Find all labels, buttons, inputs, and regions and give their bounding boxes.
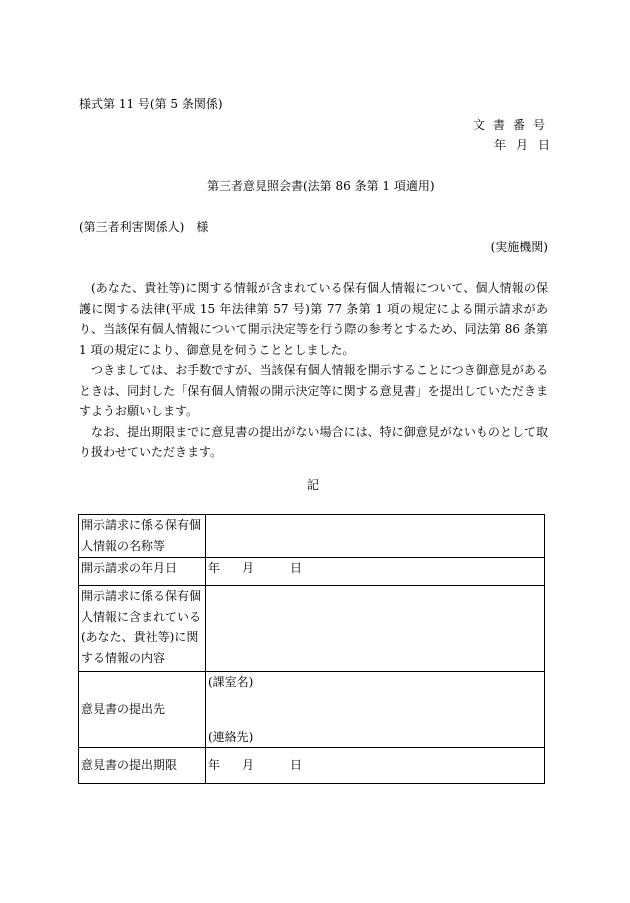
date-month: 月 <box>242 758 255 773</box>
table-row <box>79 748 545 784</box>
row-label-submission-destination: 意見書の提出先 <box>79 672 206 748</box>
date-month: 月 <box>242 561 255 575</box>
row-label-request-date: 開示請求の年月日 <box>79 558 206 586</box>
form-table <box>78 514 545 784</box>
table-row <box>79 672 545 748</box>
field-submission-destination[interactable] <box>206 672 545 748</box>
ki-label: 記 <box>307 478 320 492</box>
date-day: 日 <box>290 758 303 773</box>
document-title: 第三者意見照会書(法第 86 条第 1 項適用) <box>207 179 435 193</box>
form-number: 様式第 11 号(第 5 条関係) <box>79 97 223 111</box>
date-day: 日 <box>290 561 303 575</box>
table-row <box>79 586 545 672</box>
contact-label: (連絡先) <box>208 729 254 744</box>
table-row <box>79 558 545 586</box>
document-number: 文書番号 <box>473 118 554 132</box>
field-submission-deadline[interactable] <box>206 748 545 784</box>
implementing-agency: (実施機関) <box>490 240 548 254</box>
date-year: 年 <box>208 758 221 773</box>
field-request-date[interactable] <box>206 558 545 586</box>
row-label-info-name: 開示請求に係る保有個人情報の名称等 <box>79 515 206 558</box>
date-year: 年 <box>208 561 221 575</box>
paragraph-1: (あなた、貴社等)に関する情報が含まれている保有個人情報について、個人情報の保護に関する法律(平成 15 年法律第 57 号)第 77 条第 1 項の規定による開示請求があり、当該保有個人情報について開示決定等を行う際の参考とするため、同法第 86 条第 1 項の規定により、御意見を伺うこととしました。 <box>79 281 548 357</box>
addressee: (第三者利害関係人) 様 <box>79 220 209 234</box>
section-name-label: (課室名) <box>208 675 254 689</box>
body-text <box>79 278 548 463</box>
paragraph-2: つきましては、お手数ですが、当該保有個人情報を開示することにつき御意見があるときは、同封した「保有個人情報の開示決定等に関する意見書」を提出していただきますようお願いします。 <box>79 363 548 418</box>
field-info-content[interactable] <box>206 586 545 672</box>
paragraph-3: なお、提出期限までに意見書の提出がない場合には、特に御意見がないものとして取り扱わせていただきます。 <box>79 424 548 459</box>
table-row <box>79 515 545 558</box>
field-info-name[interactable] <box>206 515 545 558</box>
row-label-submission-deadline: 意見書の提出期限 <box>79 748 206 784</box>
row-label-info-content: 開示請求に係る保有個人情報に含まれている(あなた、貴社等)に関する情報の内容 <box>79 586 206 672</box>
header-date: 年月日 <box>494 138 561 152</box>
